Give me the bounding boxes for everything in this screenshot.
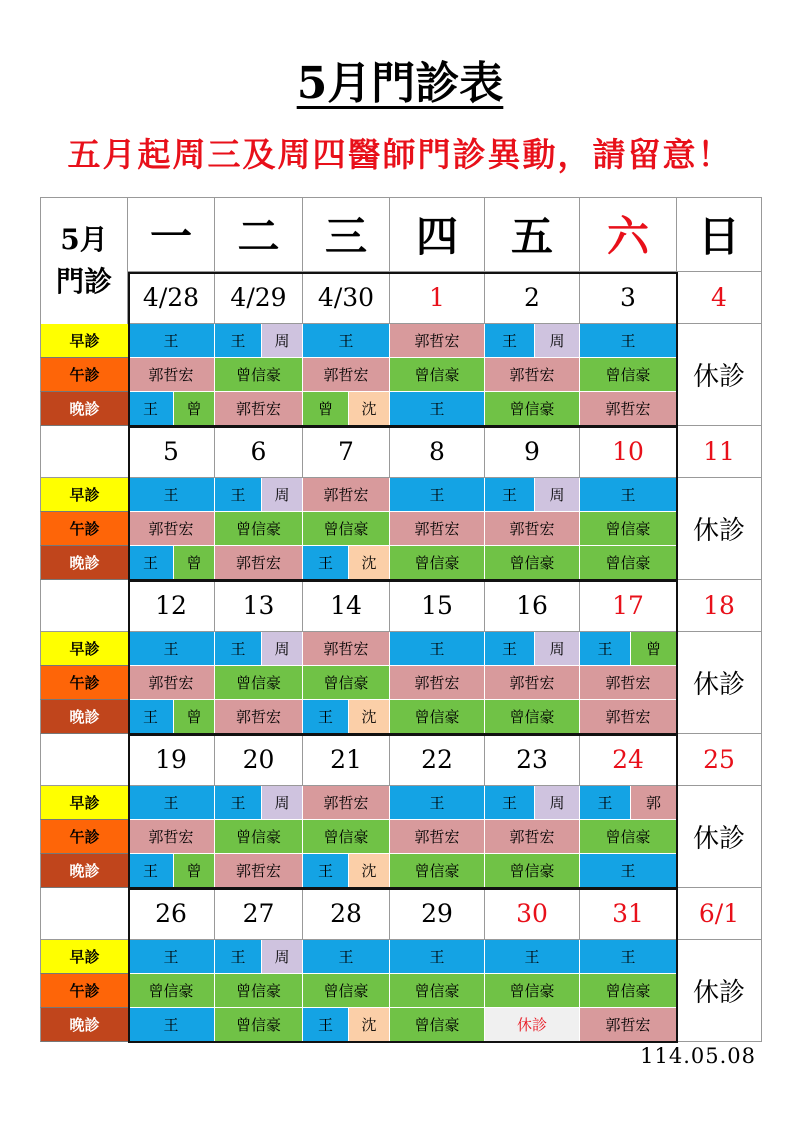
doctor-cell: 曾信豪: [215, 820, 303, 854]
date-cell: 5: [128, 426, 215, 478]
doctor-cell: 郭哲宏: [128, 358, 215, 392]
doctor-cell: 郭哲宏: [128, 820, 215, 854]
doctor-cell: 曾信豪: [485, 392, 580, 426]
shift-label: 午診: [40, 666, 128, 700]
corner-label-line1: 5月: [60, 223, 108, 256]
doctor-cell: 曾信豪: [128, 974, 215, 1008]
shift-label: 晚診: [40, 1008, 128, 1042]
sunday-closed: 休診: [677, 324, 762, 426]
shift-label: 午診: [40, 974, 128, 1008]
doctor-cell: 郭哲宏: [303, 632, 390, 666]
corner-label: [40, 197, 128, 324]
date-cell: 2: [485, 272, 580, 324]
date-cell: 29: [390, 888, 485, 940]
doctor-cell: 郭哲宏: [485, 666, 580, 700]
date-cell: 25: [677, 734, 762, 786]
doctor-cell: 曾信豪: [390, 546, 485, 580]
date-cell: 4/30: [303, 272, 390, 324]
doctor-cell: 曾信豪: [580, 546, 677, 580]
sunday-closed: 休診: [677, 632, 762, 734]
doctor-cell: 郭: [631, 786, 677, 820]
doctor-cell: 曾信豪: [390, 358, 485, 392]
doctor-cell: 王: [128, 546, 174, 580]
date-cell: 21: [303, 734, 390, 786]
doctor-cell: 曾信豪: [390, 974, 485, 1008]
date-cell: 14: [303, 580, 390, 632]
date-cell: 18: [677, 580, 762, 632]
date-cell: 30: [485, 888, 580, 940]
date-cell: 9: [485, 426, 580, 478]
doctor-cell: 沈: [349, 392, 390, 426]
doctor-cell: 郭哲宏: [485, 820, 580, 854]
shift-label: 早診: [40, 478, 128, 512]
doctor-cell: 沈: [349, 854, 390, 888]
doctor-cell: 郭哲宏: [128, 666, 215, 700]
label-spacer: [40, 426, 128, 478]
label-spacer: [40, 580, 128, 632]
shift-label: 午診: [40, 820, 128, 854]
weekday-header-2: 二: [215, 197, 303, 272]
date-cell: 28: [303, 888, 390, 940]
doctor-cell: 王: [303, 940, 390, 974]
date-cell: 19: [128, 734, 215, 786]
doctor-cell: 王: [128, 940, 215, 974]
date-cell: 4/29: [215, 272, 303, 324]
doctor-cell: 王: [215, 478, 262, 512]
shift-label: 午診: [40, 512, 128, 546]
weekday-header-7: 日: [677, 197, 762, 272]
doctor-cell: 王: [580, 854, 677, 888]
doctor-cell: 曾信豪: [390, 854, 485, 888]
doctor-cell: 王: [580, 478, 677, 512]
clinic-schedule-table: [40, 197, 762, 1039]
date-cell: 8: [390, 426, 485, 478]
shift-label: 晚診: [40, 854, 128, 888]
doctor-cell: 曾信豪: [580, 512, 677, 546]
doctor-cell: 王: [390, 940, 485, 974]
doctor-cell: 曾信豪: [303, 512, 390, 546]
doctor-cell: 周: [535, 478, 580, 512]
doctor-cell: 曾信豪: [485, 974, 580, 1008]
doctor-cell: 曾信豪: [390, 700, 485, 734]
date-cell: 4/28: [128, 272, 215, 324]
doctor-cell: 王: [128, 854, 174, 888]
doctor-cell: 曾信豪: [390, 1008, 485, 1042]
weekday-header-6: 六: [580, 197, 677, 272]
doctor-cell: 曾: [174, 392, 215, 426]
doctor-cell: 周: [262, 478, 303, 512]
corner-label-line2: 門診: [55, 265, 112, 298]
doctor-cell: 王: [390, 478, 485, 512]
notice-banner: 五月起周三及周四醫師門診異動，請留意！: [67, 135, 733, 174]
shift-label: 早診: [40, 324, 128, 358]
doctor-cell: 曾信豪: [215, 358, 303, 392]
doctor-cell: 周: [262, 632, 303, 666]
doctor-cell: 王: [128, 786, 215, 820]
doctor-cell: 郭哲宏: [215, 392, 303, 426]
doctor-cell: 王: [485, 324, 535, 358]
weekday-header-3: 三: [303, 197, 390, 272]
doctor-cell: 王: [580, 786, 631, 820]
doctor-cell: 周: [262, 324, 303, 358]
date-cell: 1: [390, 272, 485, 324]
doctor-cell: 王: [580, 940, 677, 974]
doctor-cell: 沈: [349, 700, 390, 734]
shift-label: 早診: [40, 786, 128, 820]
weekday-header-5: 五: [485, 197, 580, 272]
doctor-cell: 王: [128, 632, 215, 666]
doctor-cell: 王: [390, 392, 485, 426]
date-cell: 17: [580, 580, 677, 632]
date-cell: 3: [580, 272, 677, 324]
date-cell: 24: [580, 734, 677, 786]
doctor-cell: 郭哲宏: [580, 700, 677, 734]
doctor-cell: 郭哲宏: [303, 786, 390, 820]
date-cell: 26: [128, 888, 215, 940]
doctor-cell: 曾: [174, 546, 215, 580]
doctor-cell: 郭哲宏: [390, 324, 485, 358]
date-cell: 7: [303, 426, 390, 478]
doctor-cell: 周: [535, 632, 580, 666]
doctor-cell: 王: [303, 854, 349, 888]
doctor-cell: 王: [580, 324, 677, 358]
doctor-cell: 王: [303, 700, 349, 734]
doctor-cell: 曾信豪: [303, 974, 390, 1008]
shift-label: 晚診: [40, 700, 128, 734]
doctor-cell: 王: [485, 478, 535, 512]
doctor-cell: 沈: [349, 546, 390, 580]
doctor-cell: 曾: [174, 854, 215, 888]
sunday-closed: 休診: [677, 478, 762, 580]
doctor-cell: 郭哲宏: [215, 854, 303, 888]
doctor-cell: 曾: [303, 392, 349, 426]
doctor-cell: 郭哲宏: [485, 512, 580, 546]
doctor-cell: 王: [303, 546, 349, 580]
weekday-header-1: 一: [128, 197, 215, 272]
date-cell: 31: [580, 888, 677, 940]
doctor-cell: 王: [485, 632, 535, 666]
doctor-cell: 郭哲宏: [303, 478, 390, 512]
doctor-cell: 郭哲宏: [390, 820, 485, 854]
doctor-cell: 曾信豪: [303, 820, 390, 854]
doctor-cell: 郭哲宏: [215, 700, 303, 734]
doctor-cell: 王: [390, 786, 485, 820]
doctor-cell: 曾信豪: [580, 974, 677, 1008]
shift-label: 晚診: [40, 392, 128, 426]
doctor-cell: 王: [580, 632, 631, 666]
shift-label: 午診: [40, 358, 128, 392]
doctor-cell: 曾信豪: [303, 666, 390, 700]
date-cell: 13: [215, 580, 303, 632]
doctor-cell: 郭哲宏: [390, 512, 485, 546]
date-cell: 10: [580, 426, 677, 478]
doctor-cell: 王: [303, 1008, 349, 1042]
page-title: [0, 58, 800, 109]
doctor-cell: 曾信豪: [215, 512, 303, 546]
doctor-cell: 郭哲宏: [580, 392, 677, 426]
doctor-cell: 郭哲宏: [128, 512, 215, 546]
date-cell: 27: [215, 888, 303, 940]
date-cell: 15: [390, 580, 485, 632]
doctor-cell: 周: [262, 786, 303, 820]
doctor-cell: 曾信豪: [215, 666, 303, 700]
doctor-cell: 曾信豪: [485, 700, 580, 734]
weekday-header-4: 四: [390, 197, 485, 272]
doctor-cell: 王: [128, 324, 215, 358]
doctor-cell: 王: [390, 632, 485, 666]
doctor-cell: 曾信豪: [485, 854, 580, 888]
doctor-cell: 王: [485, 786, 535, 820]
date-cell: 11: [677, 426, 762, 478]
label-spacer: [40, 888, 128, 940]
doctor-cell: 王: [128, 392, 174, 426]
doctor-cell: 郭哲宏: [390, 666, 485, 700]
date-cell: 23: [485, 734, 580, 786]
date-cell: 6/1: [677, 888, 762, 940]
doctor-cell: 王: [485, 940, 580, 974]
doctor-cell: 曾信豪: [485, 546, 580, 580]
doctor-cell: 王: [303, 324, 390, 358]
doctor-cell: 曾信豪: [580, 358, 677, 392]
doctor-cell: 郭哲宏: [485, 358, 580, 392]
shift-label: 早診: [40, 940, 128, 974]
doctor-cell: 曾信豪: [580, 820, 677, 854]
doctor-cell: 王: [128, 1008, 215, 1042]
doctor-cell: 曾信豪: [215, 1008, 303, 1042]
doctor-cell: 郭哲宏: [580, 666, 677, 700]
doctor-cell: 周: [535, 786, 580, 820]
revision-date: 114.05.08: [640, 1044, 756, 1068]
doctor-cell: 曾: [631, 632, 677, 666]
shift-label: 早診: [40, 632, 128, 666]
doctor-cell: 王: [215, 786, 262, 820]
doctor-cell: 沈: [349, 1008, 390, 1042]
doctor-cell: 郭哲宏: [303, 358, 390, 392]
doctor-cell: 王: [215, 940, 262, 974]
title-text: 5月門診表: [296, 58, 504, 109]
doctor-cell: 郭哲宏: [580, 1008, 677, 1042]
date-cell: 16: [485, 580, 580, 632]
doctor-cell: 曾: [174, 700, 215, 734]
date-cell: 12: [128, 580, 215, 632]
doctor-cell: 周: [535, 324, 580, 358]
doctor-cell: 王: [128, 478, 215, 512]
date-cell: 4: [677, 272, 762, 324]
doctor-cell: 郭哲宏: [215, 546, 303, 580]
date-cell: 6: [215, 426, 303, 478]
shift-label: 晚診: [40, 546, 128, 580]
doctor-cell: 周: [262, 940, 303, 974]
date-cell: 20: [215, 734, 303, 786]
doctor-cell: 王: [215, 632, 262, 666]
date-cell: 22: [390, 734, 485, 786]
sunday-closed: 休診: [677, 786, 762, 888]
sunday-closed: 休診: [677, 940, 762, 1042]
label-spacer: [40, 734, 128, 786]
doctor-cell: 王: [215, 324, 262, 358]
doctor-cell: 休診: [485, 1008, 580, 1042]
doctor-cell: 王: [128, 700, 174, 734]
doctor-cell: 曾信豪: [215, 974, 303, 1008]
